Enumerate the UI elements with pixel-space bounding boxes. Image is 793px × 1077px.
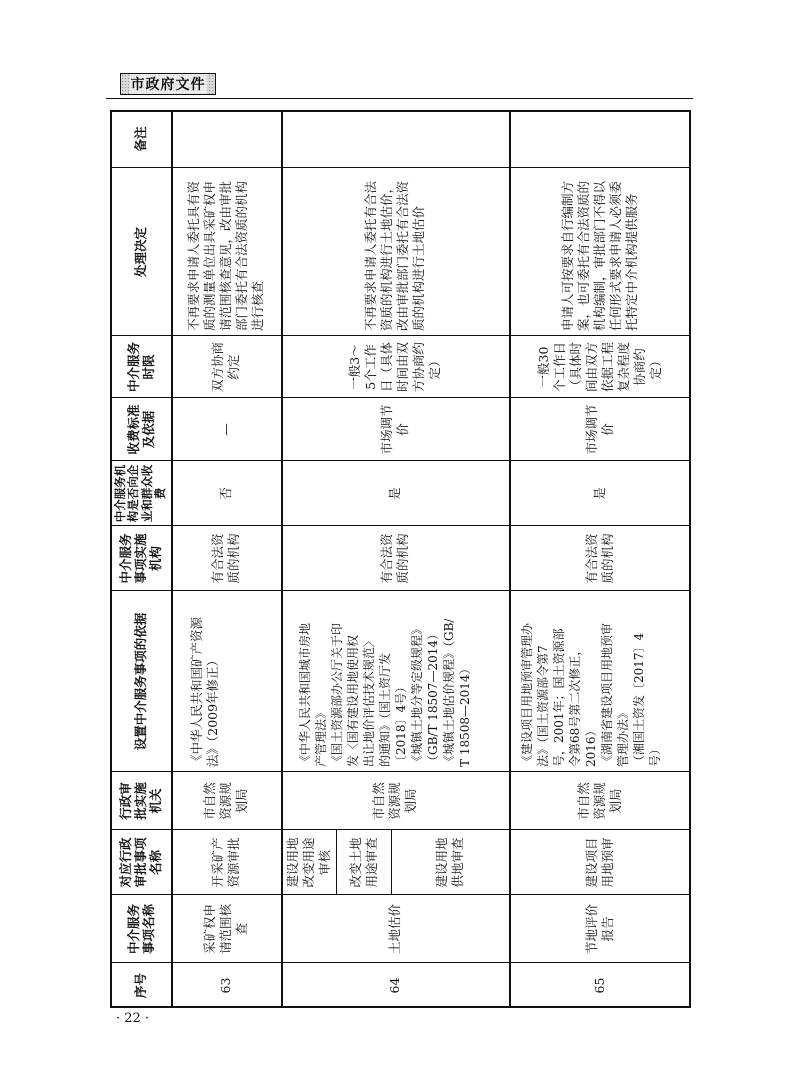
row-65-service: 节地评价报告 <box>584 904 615 955</box>
basis-line: 《湖南省建设项目用地预审 <box>600 622 614 767</box>
basis-line: 发〈国有建设用地使用权 <box>346 634 360 767</box>
row-64-charge: 是 <box>387 487 402 500</box>
row-64-approval-2: 改变土地用途审查 <box>347 837 379 888</box>
row-65-time: 一般30个工作日（具体时间由双方依据工程复杂程度协商约定） <box>536 342 663 393</box>
row-64-approval-3: 建设用地供地审查 <box>434 837 465 888</box>
row-64-basis <box>281 591 509 772</box>
header-authority: 行政审批实施机关 <box>118 782 163 820</box>
header-decision: 处理决定 <box>133 227 148 278</box>
row-65-authority: 市自然资源规划局 <box>576 782 623 820</box>
row-63-decision: 不再要求申请人委托具有资质的测量单位出具采矿权申请范围核查意见，改由审批部门委托有合法资质的机构进行核查 <box>186 180 265 331</box>
basis-line: 号） <box>648 742 662 767</box>
basis-line: （GB/T 18507—2014） <box>426 628 440 767</box>
row-65-note <box>509 110 691 168</box>
page-number: · 22 · <box>116 1011 150 1026</box>
row-63-service: 采矿权申请范围核查 <box>202 904 249 955</box>
row-65-approval: 建设项目用地预审 <box>584 837 615 888</box>
basis-line: 产管理法》 <box>314 706 328 767</box>
basis-line: T 18508—2014） <box>458 662 472 767</box>
row-64-approval-1: 建设用地改变用途审核 <box>284 837 332 888</box>
row-64-no: 64 <box>387 977 402 994</box>
basis-line: 管理办法》 <box>616 706 630 767</box>
row-63-note <box>171 110 281 168</box>
basis-line: （湘国土资发〔2017〕4 <box>632 632 646 767</box>
row-64-decision: 不再要求申请人委托有合法资质的机构进行土地估价，改由审批部门委托有合法资质的机构进行土地估价 <box>363 180 426 331</box>
rotated-table-container <box>110 110 691 1008</box>
row-65-agency: 有合法资质的机构 <box>584 533 615 584</box>
row-65-charge: 是 <box>592 487 607 500</box>
header-agency: 中介服务事项实施机构 <box>118 533 163 584</box>
row-64-fee: 市场调节价 <box>379 404 410 455</box>
document-section-header <box>120 73 216 95</box>
basis-line: 号，2001年；国土资源部 <box>552 628 566 767</box>
row-65-fee: 市场调节价 <box>584 404 615 455</box>
basis-line: 《建设项目用地预审管理办 <box>520 622 534 767</box>
row-63-fee: — <box>218 423 233 436</box>
row-64-note <box>281 110 509 168</box>
row-63-charge: 否 <box>218 487 233 500</box>
basis-line: 《国土资源部办公厅关于印 <box>330 622 344 767</box>
row-63-approval: 开采矿产资源审批 <box>210 837 241 888</box>
basis-line: 2016） <box>584 724 598 767</box>
row-64-authority: 市自然资源规划局 <box>371 782 418 820</box>
header-rule <box>106 98 693 99</box>
header-no: 序号 <box>133 973 148 999</box>
header-basis: 设置中介服务事项的依据 <box>133 612 148 751</box>
row-63-no: 63 <box>218 977 233 994</box>
basis-line: 《城镇土地分等定级规程》 <box>410 622 424 767</box>
row-65-decision: 申请人可按要求自行编制方案，也可委托有合法资质的机构编制，审批部门不得以任何形式要求申请人必须委托特定中介机构提供服务 <box>560 180 639 331</box>
basis-line: 《城镇土地估价规程》（GB/ <box>442 618 456 767</box>
header-service: 中介服务事项名称 <box>125 904 156 955</box>
header-note: 备注 <box>133 126 148 152</box>
row-65-no: 65 <box>592 977 607 994</box>
basis-line: 出让地价评估技术规范〉 <box>362 634 376 767</box>
row-65-basis <box>509 591 691 772</box>
header-fee: 收费标准及依据 <box>125 404 156 455</box>
row-63-agency: 有合法资质的机构 <box>210 533 241 584</box>
basis-line: 法》（国土资源部令第7 <box>536 645 550 767</box>
basis-line: 〔2018〕4号） <box>394 680 408 767</box>
header-charge: 中介服务机构是否向企业和群众收费 <box>112 464 167 523</box>
header-approval: 对应行政审批事项名称 <box>118 837 163 888</box>
row-64-time: 一般3～5个工作日（具体时间由双方协商约定） <box>347 342 442 393</box>
row-63-time: 双方协商约定 <box>210 342 241 393</box>
row-64-service: 土地估价 <box>387 904 402 955</box>
basis-line: 令第68号第二次修正， <box>568 643 582 767</box>
basis-line: 法》（2009年修正） <box>205 653 220 767</box>
row-63-basis <box>171 591 281 772</box>
header-time: 中介服务时限 <box>125 342 156 393</box>
basis-line: 的通知》（国土资厅发 <box>378 652 392 767</box>
row-63-authority: 市自然资源规划局 <box>202 782 249 820</box>
basis-line: 《中华人民共和国城市房地 <box>298 622 312 767</box>
basis-line: 《中华人民共和国矿产资源 <box>189 616 204 767</box>
row-64-agency: 有合法资质的机构 <box>379 533 410 584</box>
header-title: 市政府文件 <box>130 74 207 94</box>
